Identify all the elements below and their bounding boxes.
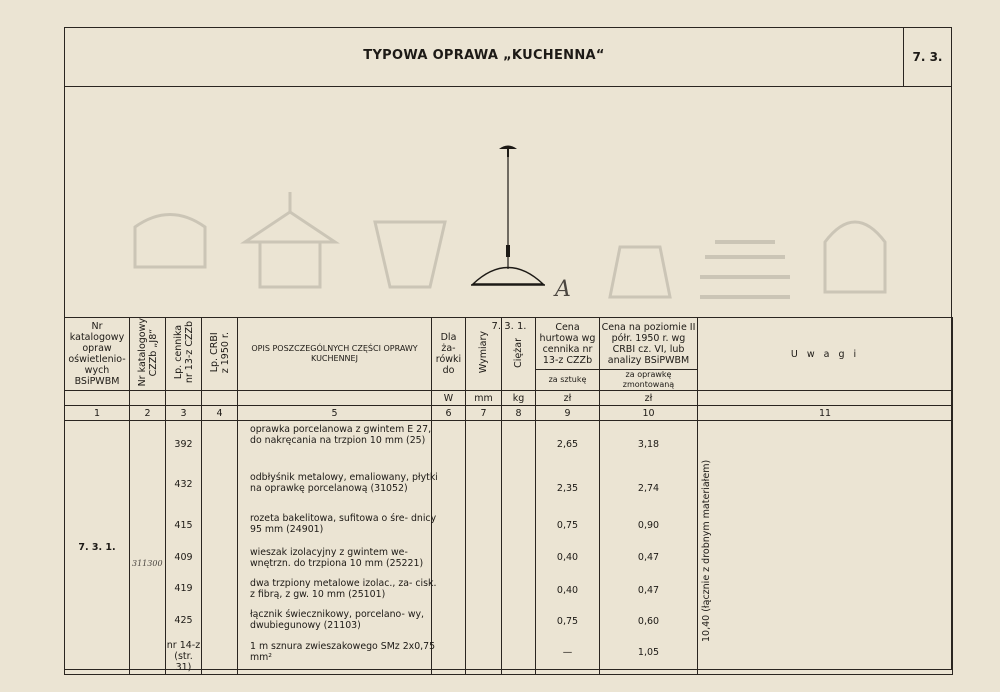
price2-value: 3,18	[637, 439, 660, 450]
col-num: 8	[502, 406, 536, 421]
unit-kg: kg	[502, 391, 536, 406]
col-header-10: Cena na poziomie II półr. 1950 r. wg CRBI cz. VI, lub analizy BSiPWBM	[600, 318, 698, 370]
title-bar	[65, 28, 951, 87]
price2-value: 1,05	[637, 647, 660, 658]
lp-value: 409	[174, 552, 193, 563]
pendant-lamp-icon	[465, 139, 555, 299]
lp-value: 415	[174, 520, 193, 531]
handwritten-catalog-note: 311300	[132, 559, 163, 568]
price-value: 2,35	[556, 483, 579, 494]
description-column	[238, 421, 438, 675]
ghost-lamp-3	[370, 217, 450, 297]
price-value: —	[562, 647, 573, 658]
unit-row	[65, 391, 953, 406]
lp-value: nr 14-z (str. 31)	[166, 640, 201, 673]
ghost-lamp-1	[125, 207, 215, 287]
ghost-lamp-5	[605, 242, 675, 302]
col-num: 2	[130, 406, 166, 421]
col-header-1: Nr katalogowy opraw oświetlenio- wych BSiPWBM	[65, 318, 130, 391]
header-row	[65, 318, 953, 370]
price2-column	[600, 421, 698, 675]
col-9-subheader: za sztukę	[536, 370, 600, 391]
part-description: oprawka porcelanowa z gwintem E 27, do nakręcania na trzpion 10 mm (25)	[250, 424, 432, 446]
col-10-subheader: za oprawkę zmontowaną	[600, 370, 698, 391]
page-title: TYPOWA OPRAWA „KUCHENNA“	[363, 48, 605, 63]
col-num: 5	[238, 406, 432, 421]
part-description: rozeta bakelitowa, sufitowa o śre- dnicy 95 mm (24901)	[250, 513, 437, 535]
col-header-7: Wymiary	[466, 318, 502, 391]
part-description: odbłyśnik metalowy, emaliowany, płytki na oprawkę porcelanową (31052)	[250, 472, 438, 494]
part-description: 1 m sznura zwieszakowego SMz 2x0,75 mm²	[250, 641, 436, 663]
lp-value: 425	[174, 615, 193, 626]
unit-zl-2: zł	[600, 391, 698, 406]
col-num: 10	[600, 406, 698, 421]
column-number-row	[65, 406, 953, 421]
lp-value: 432	[174, 479, 193, 490]
ghost-lamp-2	[240, 192, 340, 292]
lp-value: 392	[174, 439, 193, 450]
lp-value: 419	[174, 583, 193, 594]
illustration-area	[65, 87, 951, 332]
col-num: 6	[432, 406, 466, 421]
handwritten-mark: A	[555, 277, 571, 302]
price-value: 0,75	[556, 520, 579, 531]
col-num: 3	[166, 406, 202, 421]
ghost-lamp-7	[820, 212, 890, 297]
part-description: wieszak izolacyjny z gwintem we- wnętrzn. do trzpiona 10 mm (25221)	[250, 547, 424, 569]
col-num: 9	[536, 406, 600, 421]
price2-value: 2,74	[637, 483, 660, 494]
col-header-5: OPIS POSZCZEGÓLNYCH CZĘŚCI OPRAWY KUCHENNEJ	[238, 318, 432, 391]
section-number: 7. 3.	[903, 28, 951, 86]
col-header-4: Lp. CRBI z 1950 r.	[202, 318, 238, 391]
col-header-2: Nr katalogowy CZZb „J8“	[130, 318, 166, 391]
price2-value: 0,47	[637, 552, 660, 563]
price-value: 0,40	[556, 552, 579, 563]
lp-column	[166, 421, 202, 675]
price2-value: 0,47	[637, 585, 660, 596]
col-header-9: Cena hurtowa wg cennika nr 13-z CZZb	[536, 318, 600, 370]
catalog-number: 7. 3. 1.	[65, 421, 130, 675]
remarks-text: 10,40 (łącznie z drobnym materiałem)	[701, 459, 712, 643]
col-num: 11	[698, 406, 953, 421]
price-value: 0,75	[556, 616, 579, 627]
col-header-8: Ciężar	[502, 318, 536, 391]
parts-table	[64, 317, 953, 675]
col-num: 4	[202, 406, 238, 421]
price-column	[536, 421, 600, 675]
price2-value: 0,90	[637, 520, 660, 531]
parts-body-row	[65, 421, 953, 675]
price-value: 0,40	[556, 585, 579, 596]
ghost-lamp-6	[695, 237, 795, 307]
col-num: 1	[65, 406, 130, 421]
unit-mm: mm	[466, 391, 502, 406]
col-num: 7	[466, 406, 502, 421]
col-header-11: U w a g i	[698, 318, 953, 391]
unit-zl-1: zł	[536, 391, 600, 406]
part-description: łącznik świecznikowy, porcelano- wy, dwubiegunowy (21103)	[250, 609, 425, 631]
col-header-3: Lp. cennika nr 13-z CZZb	[166, 318, 202, 391]
unit-w: W	[432, 391, 466, 406]
col-header-6: Dla ża- rówki do	[432, 318, 466, 391]
price2-value: 0,60	[637, 616, 660, 627]
figure-caption: 7. 3. 1.	[491, 321, 527, 332]
price-value: 2,65	[556, 439, 579, 450]
page-frame	[64, 27, 952, 673]
part-description: dwa trzpiony metalowe izolac., za- cisk. z fibrą, z gw. 10 mm (25101)	[250, 578, 437, 600]
remarks-column	[698, 421, 953, 675]
